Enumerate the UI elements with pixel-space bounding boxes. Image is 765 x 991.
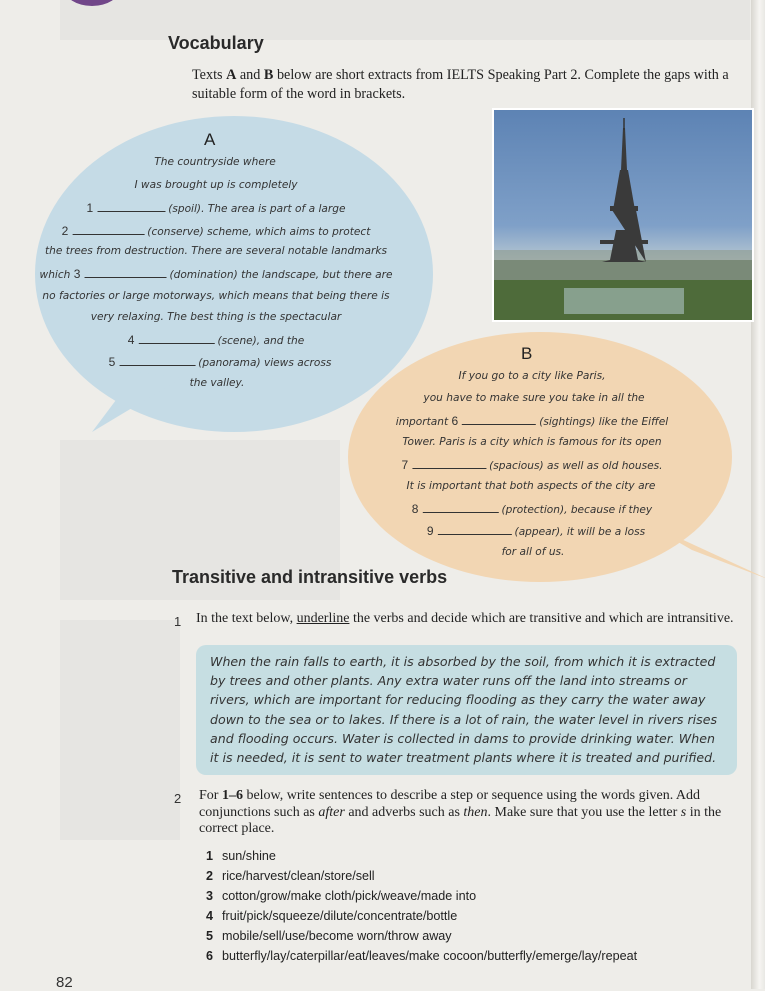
list-item: 5 mobile/sell/use/become worn/throw away [206, 929, 452, 943]
bubble-a-letter: A [204, 130, 216, 149]
question-1-text: In the text below, underline the verbs and decide which are transitive and which are intransitive. [196, 611, 734, 626]
list-item: 4 fruit/pick/squeeze/dilute/concentrate/bottle [206, 909, 458, 923]
question-1-number: 1 [174, 614, 182, 629]
list-item: 3 cotton/grow/make cloth/pick/weave/made into [206, 889, 477, 903]
list-item: 1 sun/shine [206, 849, 276, 863]
list-item: 2 rice/harvest/clean/store/sell [206, 869, 375, 883]
vocabulary-instructions: Texts A and B below are short extracts from IELTS Speaking Part 2. Complete the gaps with a suitable form of the word in brackets. [192, 67, 729, 102]
gap-2[interactable] [72, 233, 144, 235]
page-edge [751, 0, 765, 989]
gap-4[interactable] [138, 342, 214, 344]
gap-1[interactable] [97, 210, 165, 212]
passage-text: When the rain falls to earth, it is absorbed by the soil, from which it is extracted by trees and other plants. Any extra water runs off the land into streams or rivers, which are important for reducing flooding as they carry the water away down to the sea or to lakes. If there is a lot of rain, the water level in rivers rises and flooding occurs. Water is collected in dams to provide drinking water. When it is needed, it is sent to water treatment plants where it is treated and purified. [210, 654, 718, 766]
gap-8[interactable] [422, 511, 498, 513]
gap-9[interactable] [438, 533, 512, 535]
vocabulary-heading: Vocabulary [168, 33, 264, 53]
sequence-list [206, 846, 637, 966]
bleed-through [60, 0, 750, 40]
eiffel-tower-photo [494, 110, 752, 320]
gap-7[interactable] [412, 467, 486, 469]
list-item: 6 butterfly/lay/caterpillar/eat/leaves/make cocoon/butterfly/emerge/lay/repeat [206, 949, 638, 963]
gap-6[interactable] [462, 423, 536, 425]
bleed-through [60, 620, 180, 840]
question-2-number: 2 [174, 791, 182, 806]
transitive-heading: Transitive and intransitive verbs [172, 567, 448, 587]
gap-5[interactable] [119, 364, 195, 366]
question-2-text: For 1–6 below, write sentences to describe a step or sequence using the words given. Add conjunctions such as after and adverbs such as then. Make sure that you use the letter s in the correct place. [199, 788, 722, 836]
gap-3[interactable] [84, 276, 166, 278]
bubble-b-letter: B [521, 344, 533, 363]
page-number: 82 [56, 974, 73, 991]
